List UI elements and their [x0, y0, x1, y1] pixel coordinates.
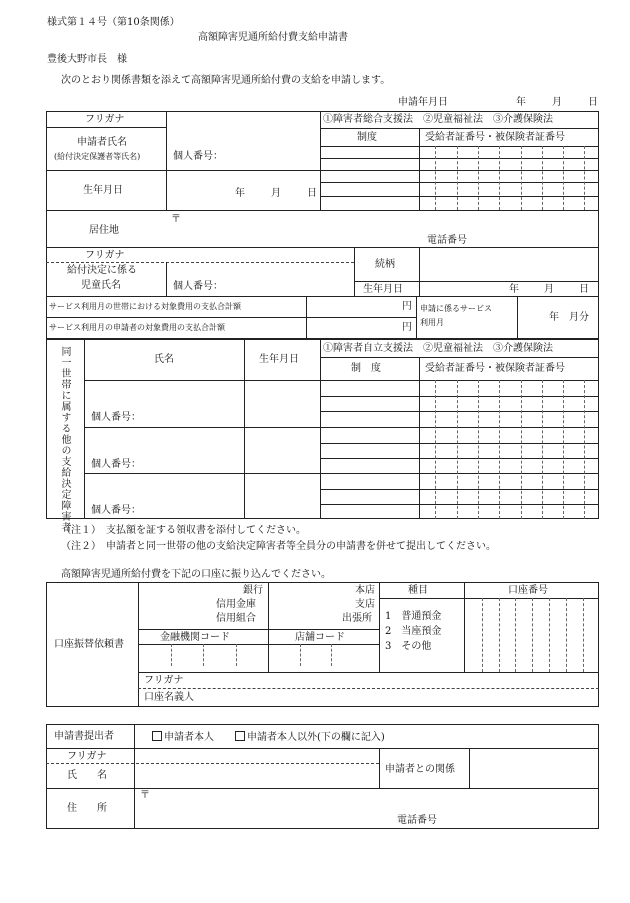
child-mynumber-label: 個人番号： — [173, 281, 223, 292]
deposit-type-2: 2 当座預金 — [385, 626, 442, 637]
branch-type-honten: 本店 — [355, 585, 375, 596]
applicant-law-options: ①障害者総合支援法 ②児童福祉法 ③介護保険法 — [323, 114, 553, 125]
bank-intro: 高額障害児通所給付費を下記の口座に振り込んでください。 — [61, 569, 331, 580]
applicant-amount-yen: 円 — [402, 322, 412, 333]
account-number-label: 口座番号 — [508, 585, 548, 596]
note-1: （注１） 支払額を証する領収書を添付してください。 — [61, 525, 306, 536]
applicant-birth-month: 月 — [271, 188, 281, 199]
date-label: 申請年月日 — [398, 97, 448, 108]
applicant-system-label: 制度 — [357, 132, 377, 143]
branch-code-label: 店舗コード — [295, 632, 345, 643]
deposit-type-3: 3 その他 — [385, 641, 432, 652]
submitter-option-self[interactable] — [152, 731, 214, 743]
applicant-mynumber-label: 個人番号： — [173, 151, 223, 162]
applicant-cert-label: 受給者証番号・被保険者証番号 — [425, 132, 565, 143]
intro-text: 次のとおり関係書類を添えて高額障害児通所給付費の支給を申請します。 — [61, 75, 391, 86]
submitter-address-label: 住 所 — [67, 803, 107, 814]
note-2: （注２） 申請者と同一世帯の他の支給決定障害者等全員分の申請書を併せて提出してください。 — [61, 541, 496, 552]
household-amount-yen: 円 — [402, 301, 412, 312]
applicant-name-sublabel: (給付決定保護者等氏名) — [54, 152, 141, 161]
submitter-other-label: 申請者本人以外(下の欄に記入) — [247, 732, 385, 743]
account-furigana-label: フリガナ — [144, 675, 184, 686]
service-month-ym: 年 月分 — [549, 312, 589, 323]
service-month-label-2: 利用月 — [420, 318, 444, 327]
household-mynumber-3: 個人番号： — [91, 505, 141, 516]
addressee: 豊後大野市長 様 — [47, 54, 127, 65]
child-birth-label: 生年月日 — [363, 284, 403, 295]
child-birth-year: 年 — [509, 284, 519, 295]
submitter-label: 申請書提出者 — [54, 731, 114, 742]
submitter-postal-mark: 〒 — [140, 790, 150, 801]
bank-type-shinkin: 信用金庫 — [216, 599, 256, 610]
submitter-name-label: 氏 名 — [67, 770, 107, 781]
child-furigana-label: フリガナ — [85, 250, 125, 261]
applicant-phone-label: 電話番号 — [427, 235, 467, 246]
date-day: 日 — [588, 97, 598, 108]
applicant-birth-label: 生年月日 — [83, 185, 123, 196]
bank-type-bank: 銀行 — [243, 585, 263, 596]
date-month: 月 — [552, 97, 562, 108]
applicant-address-label: 居住地 — [89, 225, 119, 236]
household-mynumber-1: 個人番号： — [91, 412, 141, 423]
applicant-birth-day: 日 — [307, 188, 317, 199]
deposit-type-label: 種目 — [408, 585, 428, 596]
household-system-label: 制 度 — [351, 363, 381, 374]
child-name-label-1: 給付決定に係る — [67, 265, 137, 276]
bank-type-kumiai: 信用組合 — [216, 613, 256, 624]
child-birth-day: 日 — [579, 284, 589, 295]
branch-type-shiten: 支店 — [355, 599, 375, 610]
household-birth-col: 生年月日 — [259, 354, 299, 365]
household-name-col: 氏名 — [154, 354, 174, 365]
submitter-option-other[interactable] — [235, 731, 385, 743]
applicant-furigana-label: フリガナ — [85, 114, 125, 125]
branch-type-shucho: 出張所 — [342, 613, 372, 624]
child-relation-label: 続柄 — [375, 259, 395, 270]
child-birth-month: 月 — [544, 284, 554, 295]
deposit-type-1: 1 普通預金 — [385, 611, 442, 622]
submitter-self-label: 申請者本人 — [164, 732, 214, 743]
submitter-phone-label: 電話番号 — [397, 815, 437, 826]
submitter-self-checkbox[interactable] — [152, 731, 162, 741]
institution-code-label: 金融機関コード — [160, 632, 230, 643]
applicant-name-label: 申請者氏名 — [77, 137, 127, 148]
form-number: 様式第１４号（第10条関係） — [47, 17, 180, 28]
service-month-label-1: 申請に係るサービス — [420, 304, 492, 313]
household-side-label: 同一世帯に属する他の支給決定障害者 — [59, 346, 70, 533]
submitter-furigana-label: フリガナ — [67, 751, 107, 762]
household-mynumber-2: 個人番号： — [91, 459, 141, 470]
household-cert-label: 受給者証番号・被保険者証番号 — [425, 363, 565, 374]
form-title: 高額障害児通所給付費支給申請書 — [198, 32, 348, 43]
child-name-label-2: 児童氏名 — [81, 280, 121, 291]
bank-side-label: 口座振替依頼書 — [54, 639, 124, 650]
date-year: 年 — [516, 97, 526, 108]
applicant-postal-mark: 〒 — [171, 214, 181, 225]
submitter-other-checkbox[interactable] — [235, 731, 245, 741]
account-holder-label: 口座名義人 — [144, 692, 194, 703]
household-amount-label: サービス利用月の世帯における対象費用の支払合計額 — [49, 302, 241, 311]
applicant-amount-label: サービス利用月の申請者の対象費用の支払合計額 — [49, 323, 225, 332]
submitter-relation-label: 申請者との関係 — [385, 764, 455, 775]
household-law-options: ①障害者自立支援法 ②児童福祉法 ③介護保険法 — [323, 343, 553, 354]
applicant-birth-year: 年 — [235, 188, 245, 199]
